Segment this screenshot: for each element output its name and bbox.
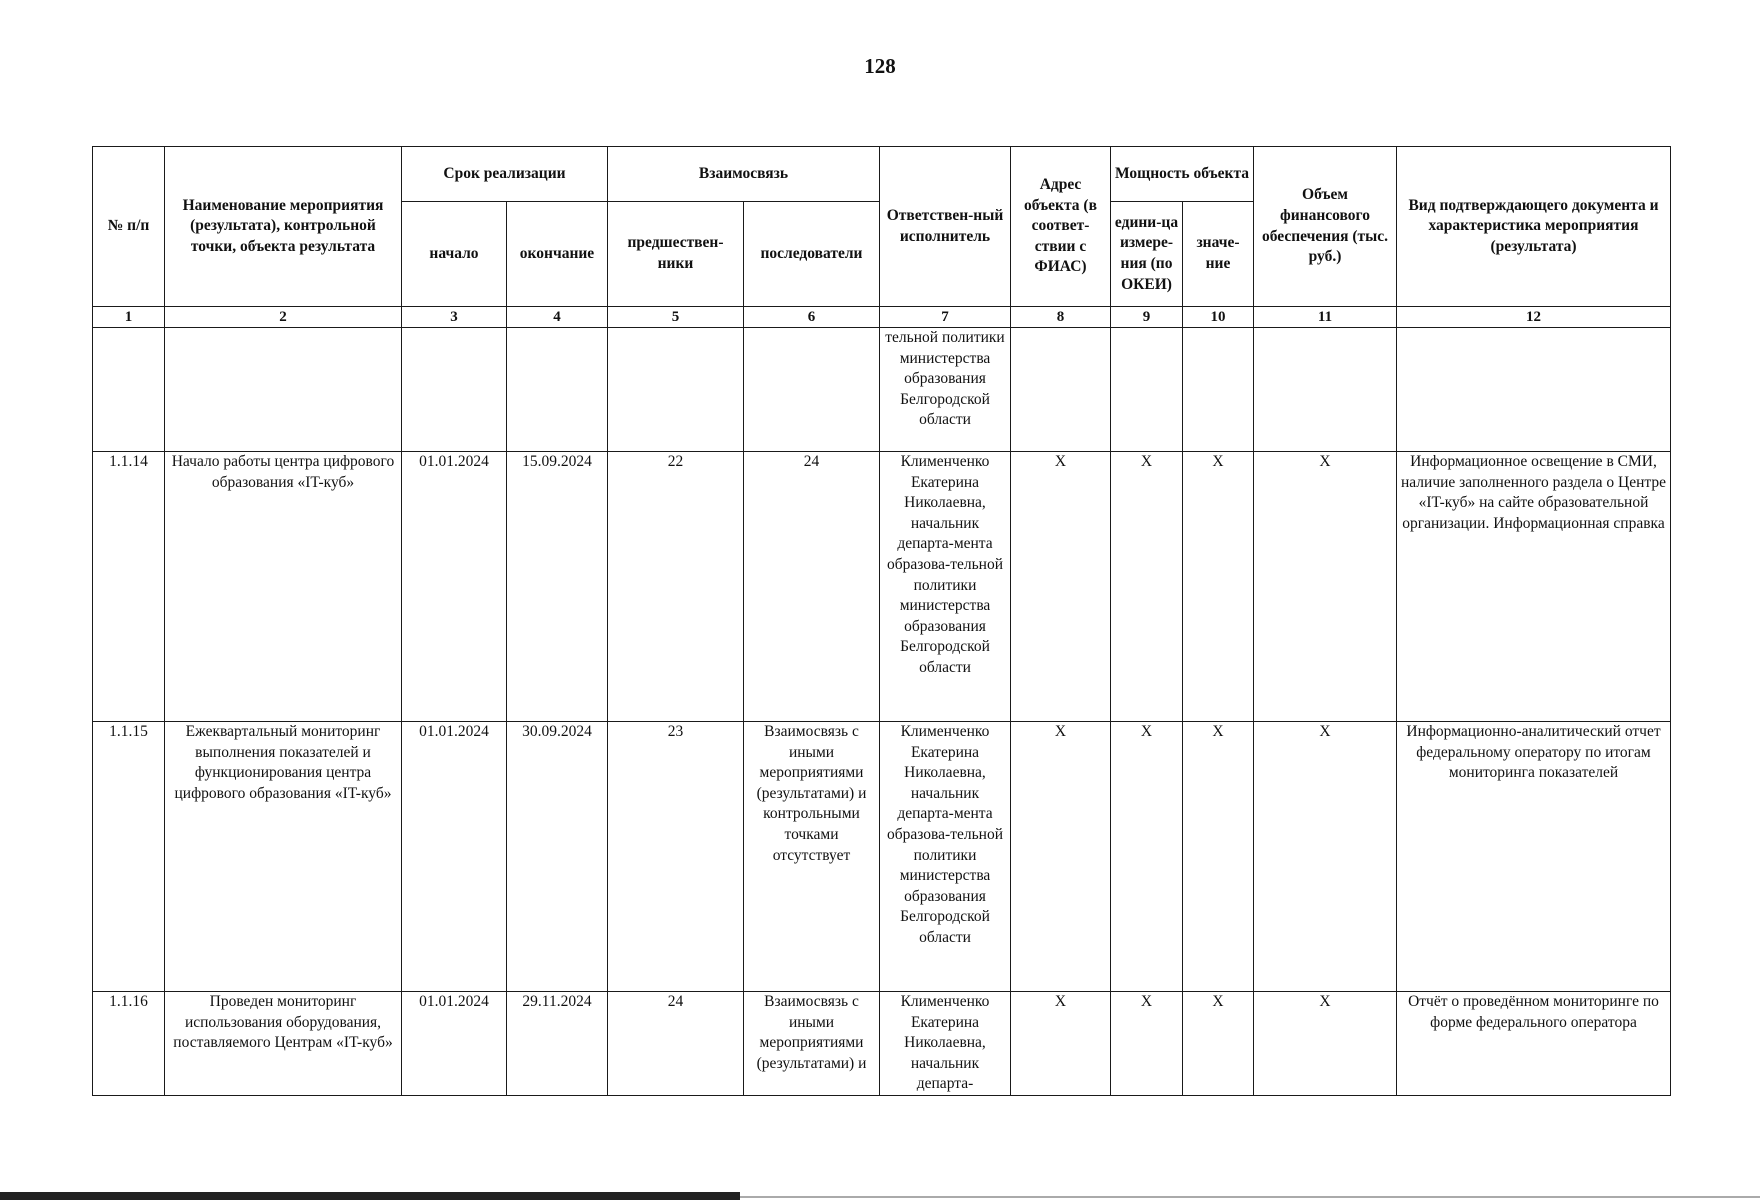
- header-finance: Объем финансового обеспечения (тыс. руб.): [1254, 147, 1397, 307]
- scan-edge-line: [740, 1196, 1760, 1198]
- cell-num: 1.1.14: [93, 452, 165, 722]
- cell-address: X: [1011, 992, 1111, 1096]
- cell-unit: X: [1111, 722, 1183, 992]
- header-responsible: Ответствен-ный исполнитель: [880, 147, 1011, 307]
- header-term-group: Срок реализации: [402, 147, 608, 202]
- cell-end: 29.11.2024: [507, 992, 608, 1096]
- header-power-group: Мощность объекта: [1111, 147, 1254, 202]
- cell-unit: [1111, 328, 1183, 452]
- cell-num: 1.1.15: [93, 722, 165, 992]
- cell-finance: X: [1254, 452, 1397, 722]
- cell-name: Проведен мониторинг использования оборудования, поставляемого Центрам «IT-куб»: [165, 992, 402, 1096]
- header-name: Наименование мероприятия (результата), контрольной точки, объекта результата: [165, 147, 402, 307]
- cell-document: [1397, 328, 1671, 452]
- cell-responsible: Клименченко Екатерина Николаевна, начальник департа-мента образова-тельной политики министерства образования Белгородской области: [880, 452, 1011, 722]
- cell-end: 30.09.2024: [507, 722, 608, 992]
- cell-successors: Взаимосвязь с иными мероприятиями (результатами) и: [744, 992, 880, 1096]
- cell-address: X: [1011, 452, 1111, 722]
- cell-finance: X: [1254, 992, 1397, 1096]
- cell-document: Информационно-аналитический отчет федеральному оператору по итогам мониторинга показателей: [1397, 722, 1671, 992]
- cell-start: 01.01.2024: [402, 722, 507, 992]
- header-link-group: Взаимосвязь: [608, 147, 880, 202]
- column-number: 1: [93, 307, 165, 328]
- header-predecessors: предшествен-ники: [608, 202, 744, 307]
- cell-value: X: [1183, 722, 1254, 992]
- column-number: 2: [165, 307, 402, 328]
- column-number: 12: [1397, 307, 1671, 328]
- header-num: № п/п: [93, 147, 165, 307]
- table-row: [93, 328, 1671, 452]
- cell-value: [1183, 328, 1254, 452]
- cell-document: Информационное освещение в СМИ, наличие заполненного раздела о Центре «IT-куб» на сайте образовательной организации. Информационная справка: [1397, 452, 1671, 722]
- column-number: 5: [608, 307, 744, 328]
- column-number: 4: [507, 307, 608, 328]
- column-number: 7: [880, 307, 1011, 328]
- cell-address: [1011, 328, 1111, 452]
- header-start: начало: [402, 202, 507, 307]
- cell-end: 15.09.2024: [507, 452, 608, 722]
- column-number: 10: [1183, 307, 1254, 328]
- cell-finance: [1254, 328, 1397, 452]
- header-successors: последователи: [744, 202, 880, 307]
- scan-edge-shadow: [0, 1192, 740, 1200]
- header-unit: едини-ца измере-ния (по ОКЕИ): [1111, 202, 1183, 307]
- header-end: окончание: [507, 202, 608, 307]
- cell-predecessors: 23: [608, 722, 744, 992]
- header-value: значе-ние: [1183, 202, 1254, 307]
- cell-end: [507, 328, 608, 452]
- column-number: 6: [744, 307, 880, 328]
- cell-responsible: тельной политики министерства образования Белгородской области: [880, 328, 1011, 452]
- cell-unit: X: [1111, 992, 1183, 1096]
- column-number: 11: [1254, 307, 1397, 328]
- table-row: [93, 722, 1671, 992]
- cell-successors: Взаимосвязь с иными мероприятиями (результатами) и контрольными точками отсутствует: [744, 722, 880, 992]
- cell-name: Ежеквартальный мониторинг выполнения показателей и функционирования центра цифрового образования «IT-куб»: [165, 722, 402, 992]
- cell-name: [165, 328, 402, 452]
- cell-value: X: [1183, 992, 1254, 1096]
- table-wrapper: [92, 146, 1670, 1096]
- page-number: 128: [864, 54, 896, 78]
- cell-predecessors: 24: [608, 992, 744, 1096]
- cell-name: Начало работы центра цифрового образования «IT-куб»: [165, 452, 402, 722]
- cell-address: X: [1011, 722, 1111, 992]
- cell-num: 1.1.16: [93, 992, 165, 1096]
- cell-predecessors: [608, 328, 744, 452]
- table-row: [93, 452, 1671, 722]
- column-number: 9: [1111, 307, 1183, 328]
- cell-start: 01.01.2024: [402, 992, 507, 1096]
- cell-document: Отчёт о проведённом мониторинге по форме федерального оператора: [1397, 992, 1671, 1096]
- cell-start: 01.01.2024: [402, 452, 507, 722]
- cell-finance: X: [1254, 722, 1397, 992]
- results-table: [92, 146, 1671, 1096]
- cell-unit: X: [1111, 452, 1183, 722]
- column-number: 3: [402, 307, 507, 328]
- cell-value: X: [1183, 452, 1254, 722]
- column-number: 8: [1011, 307, 1111, 328]
- cell-start: [402, 328, 507, 452]
- table-row: [93, 992, 1671, 1096]
- cell-predecessors: 22: [608, 452, 744, 722]
- cell-responsible: Клименченко Екатерина Николаевна, начальник департа-: [880, 992, 1011, 1096]
- cell-successors: [744, 328, 880, 452]
- cell-num: [93, 328, 165, 452]
- header-address: Адрес объекта (в соответ-ствии с ФИАС): [1011, 147, 1111, 307]
- header-document: Вид подтверждающего документа и характеристика мероприятия (результата): [1397, 147, 1671, 307]
- cell-responsible: Клименченко Екатерина Николаевна, начальник департа-мента образова-тельной политики министерства образования Белгородской области: [880, 722, 1011, 992]
- cell-successors: 24: [744, 452, 880, 722]
